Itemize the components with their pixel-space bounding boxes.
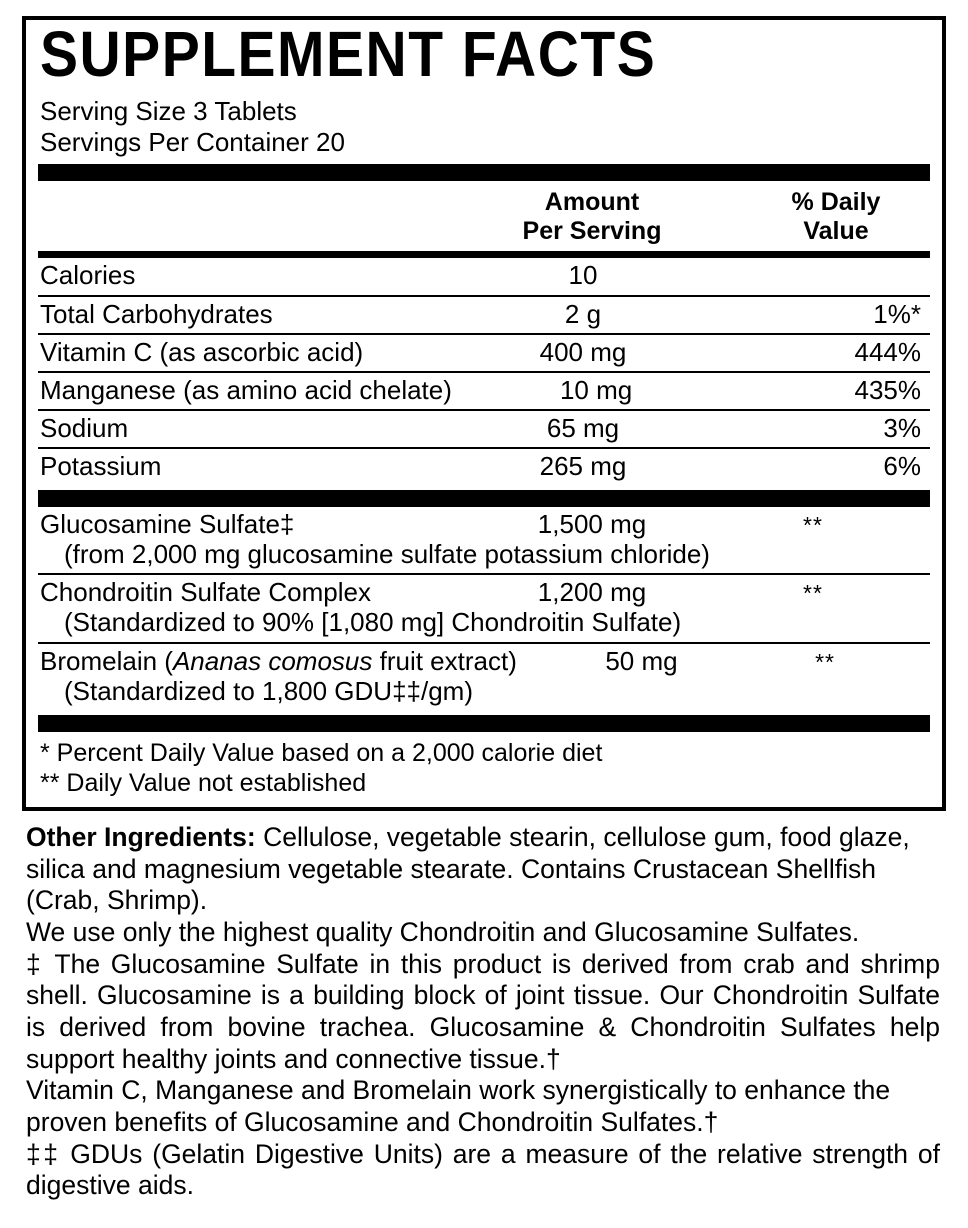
nutrient-amount: 10 bbox=[568, 260, 598, 291]
label-body-text bbox=[26, 822, 940, 1202]
other-ingredients-label: Other Ingredients: bbox=[26, 822, 256, 852]
nutrient-amount: 2 g bbox=[564, 298, 602, 329]
active-name-latin: Ananas comosus bbox=[172, 645, 373, 676]
table-row bbox=[38, 575, 930, 641]
nutrient-daily-value: 6% bbox=[883, 451, 921, 482]
active-daily-value: ** bbox=[803, 580, 823, 607]
divider-thick-top bbox=[38, 164, 930, 181]
active-main-line bbox=[38, 647, 930, 676]
divider-medium-under-header bbox=[38, 251, 930, 258]
nutrient-daily-value: 1%* bbox=[873, 298, 921, 329]
column-header-daily-value bbox=[742, 188, 930, 245]
active-amount: 50 mg bbox=[605, 645, 678, 676]
serving-size: Serving Size 3 Tablets bbox=[40, 96, 297, 127]
table-row bbox=[38, 258, 930, 294]
nutrient-name: Total Carbohydrates bbox=[40, 298, 273, 329]
gdu-statement: ‡‡ GDUs (Gelatin Digestive Units) are a measure of the relative strength of digestive aids. bbox=[26, 1138, 940, 1201]
active-name-post: fruit extract) bbox=[372, 645, 517, 676]
table-row bbox=[38, 411, 930, 447]
active-name: Chondroitin Sulfate Complex bbox=[40, 577, 371, 608]
table-row bbox=[38, 449, 930, 485]
nutrient-name: Vitamin C (as ascorbic acid) bbox=[40, 336, 364, 367]
servings-per-container: Servings Per Container 20 bbox=[40, 126, 345, 157]
column-header-amount bbox=[442, 188, 742, 245]
active-name: Glucosamine Sulfate‡ bbox=[40, 509, 295, 540]
source-statement: ‡ The Glucosamine Sulfate in this product is derived from crab and shrimp shell. Glucosamine is a building block of joint tissue. Our Chondroitin Sulfate is derived from bovine trachea. Glucosamine & Chondroitin Sulfates help support healthy joints and connective tissue.† bbox=[26, 948, 940, 1074]
footnote-dv-not-established: ** Daily Value not established bbox=[40, 769, 367, 798]
nutrient-daily-value: 3% bbox=[883, 412, 921, 443]
nutrient-name: Manganese (as amino acid chelate) bbox=[40, 374, 452, 405]
serving-info bbox=[38, 96, 930, 157]
active-daily-value: ** bbox=[815, 648, 835, 675]
table-row bbox=[38, 297, 930, 333]
column-header-dv-line2: Value bbox=[803, 216, 869, 245]
nutrient-name: Calories bbox=[40, 260, 136, 291]
active-amount: 1,500 mg bbox=[537, 509, 647, 540]
nutrient-amount: 10 mg bbox=[559, 374, 633, 405]
nutrient-amount: 265 mg bbox=[539, 451, 627, 482]
active-main-line bbox=[38, 510, 930, 539]
quality-statement: We use only the highest quality Chondroitin and Glucosamine Sulfates. bbox=[26, 916, 860, 947]
column-header-dv-line1: % Daily bbox=[791, 188, 881, 217]
nutrient-name: Potassium bbox=[40, 451, 162, 482]
panel-title: SUPPLEMENT FACTS bbox=[40, 18, 657, 91]
nutrient-amount: 65 mg bbox=[546, 412, 620, 443]
active-name bbox=[38, 647, 517, 676]
active-amount: 1,200 mg bbox=[537, 577, 647, 608]
nutrient-amount: 400 mg bbox=[539, 336, 627, 367]
active-sub-line: (Standardized to 90% [1,080 mg] Chondroitin Sulfate) bbox=[64, 607, 682, 638]
other-ingredients-value: Cellulose, vegetable stearin, cellulose gum, food glaze, silica and magnesium vegetable stearate. Contains Crustacean Shellfish (Crab, Shrimp). bbox=[26, 822, 910, 916]
column-header-row bbox=[38, 181, 930, 251]
nutrient-daily-value: 444% bbox=[854, 336, 921, 367]
active-sub-line: (from 2,000 mg glucosamine sulfate potassium chloride) bbox=[64, 539, 710, 570]
active-main-line bbox=[38, 578, 930, 607]
column-header-amount-line1: Amount bbox=[544, 188, 640, 217]
supplement-facts-panel bbox=[22, 16, 946, 811]
active-name-pre: Bromelain ( bbox=[40, 645, 173, 676]
table-row bbox=[38, 507, 930, 573]
divider-thick-bottom bbox=[38, 715, 930, 732]
active-sub-line: (Standardized to 1,800 GDU‡‡/gm) bbox=[64, 675, 473, 706]
other-ingredients-paragraph bbox=[26, 822, 940, 917]
divider-thick-middle bbox=[38, 490, 930, 507]
column-header-amount-line2: Per Serving bbox=[522, 216, 662, 245]
panel-footnotes bbox=[38, 732, 930, 801]
nutrient-daily-value: 435% bbox=[854, 374, 921, 405]
nutrient-name: Sodium bbox=[40, 412, 129, 443]
synergy-statement: Vitamin C, Manganese and Bromelain work synergistically to enhance the proven benefits of Glucosamine and Chondroitin Sulfates.† bbox=[26, 1075, 891, 1137]
table-row bbox=[38, 644, 930, 710]
footnote-percent-dv: * Percent Daily Value based on a 2,000 calorie diet bbox=[40, 738, 603, 767]
table-row bbox=[38, 335, 930, 371]
active-daily-value: ** bbox=[803, 512, 823, 539]
table-row bbox=[38, 373, 930, 409]
